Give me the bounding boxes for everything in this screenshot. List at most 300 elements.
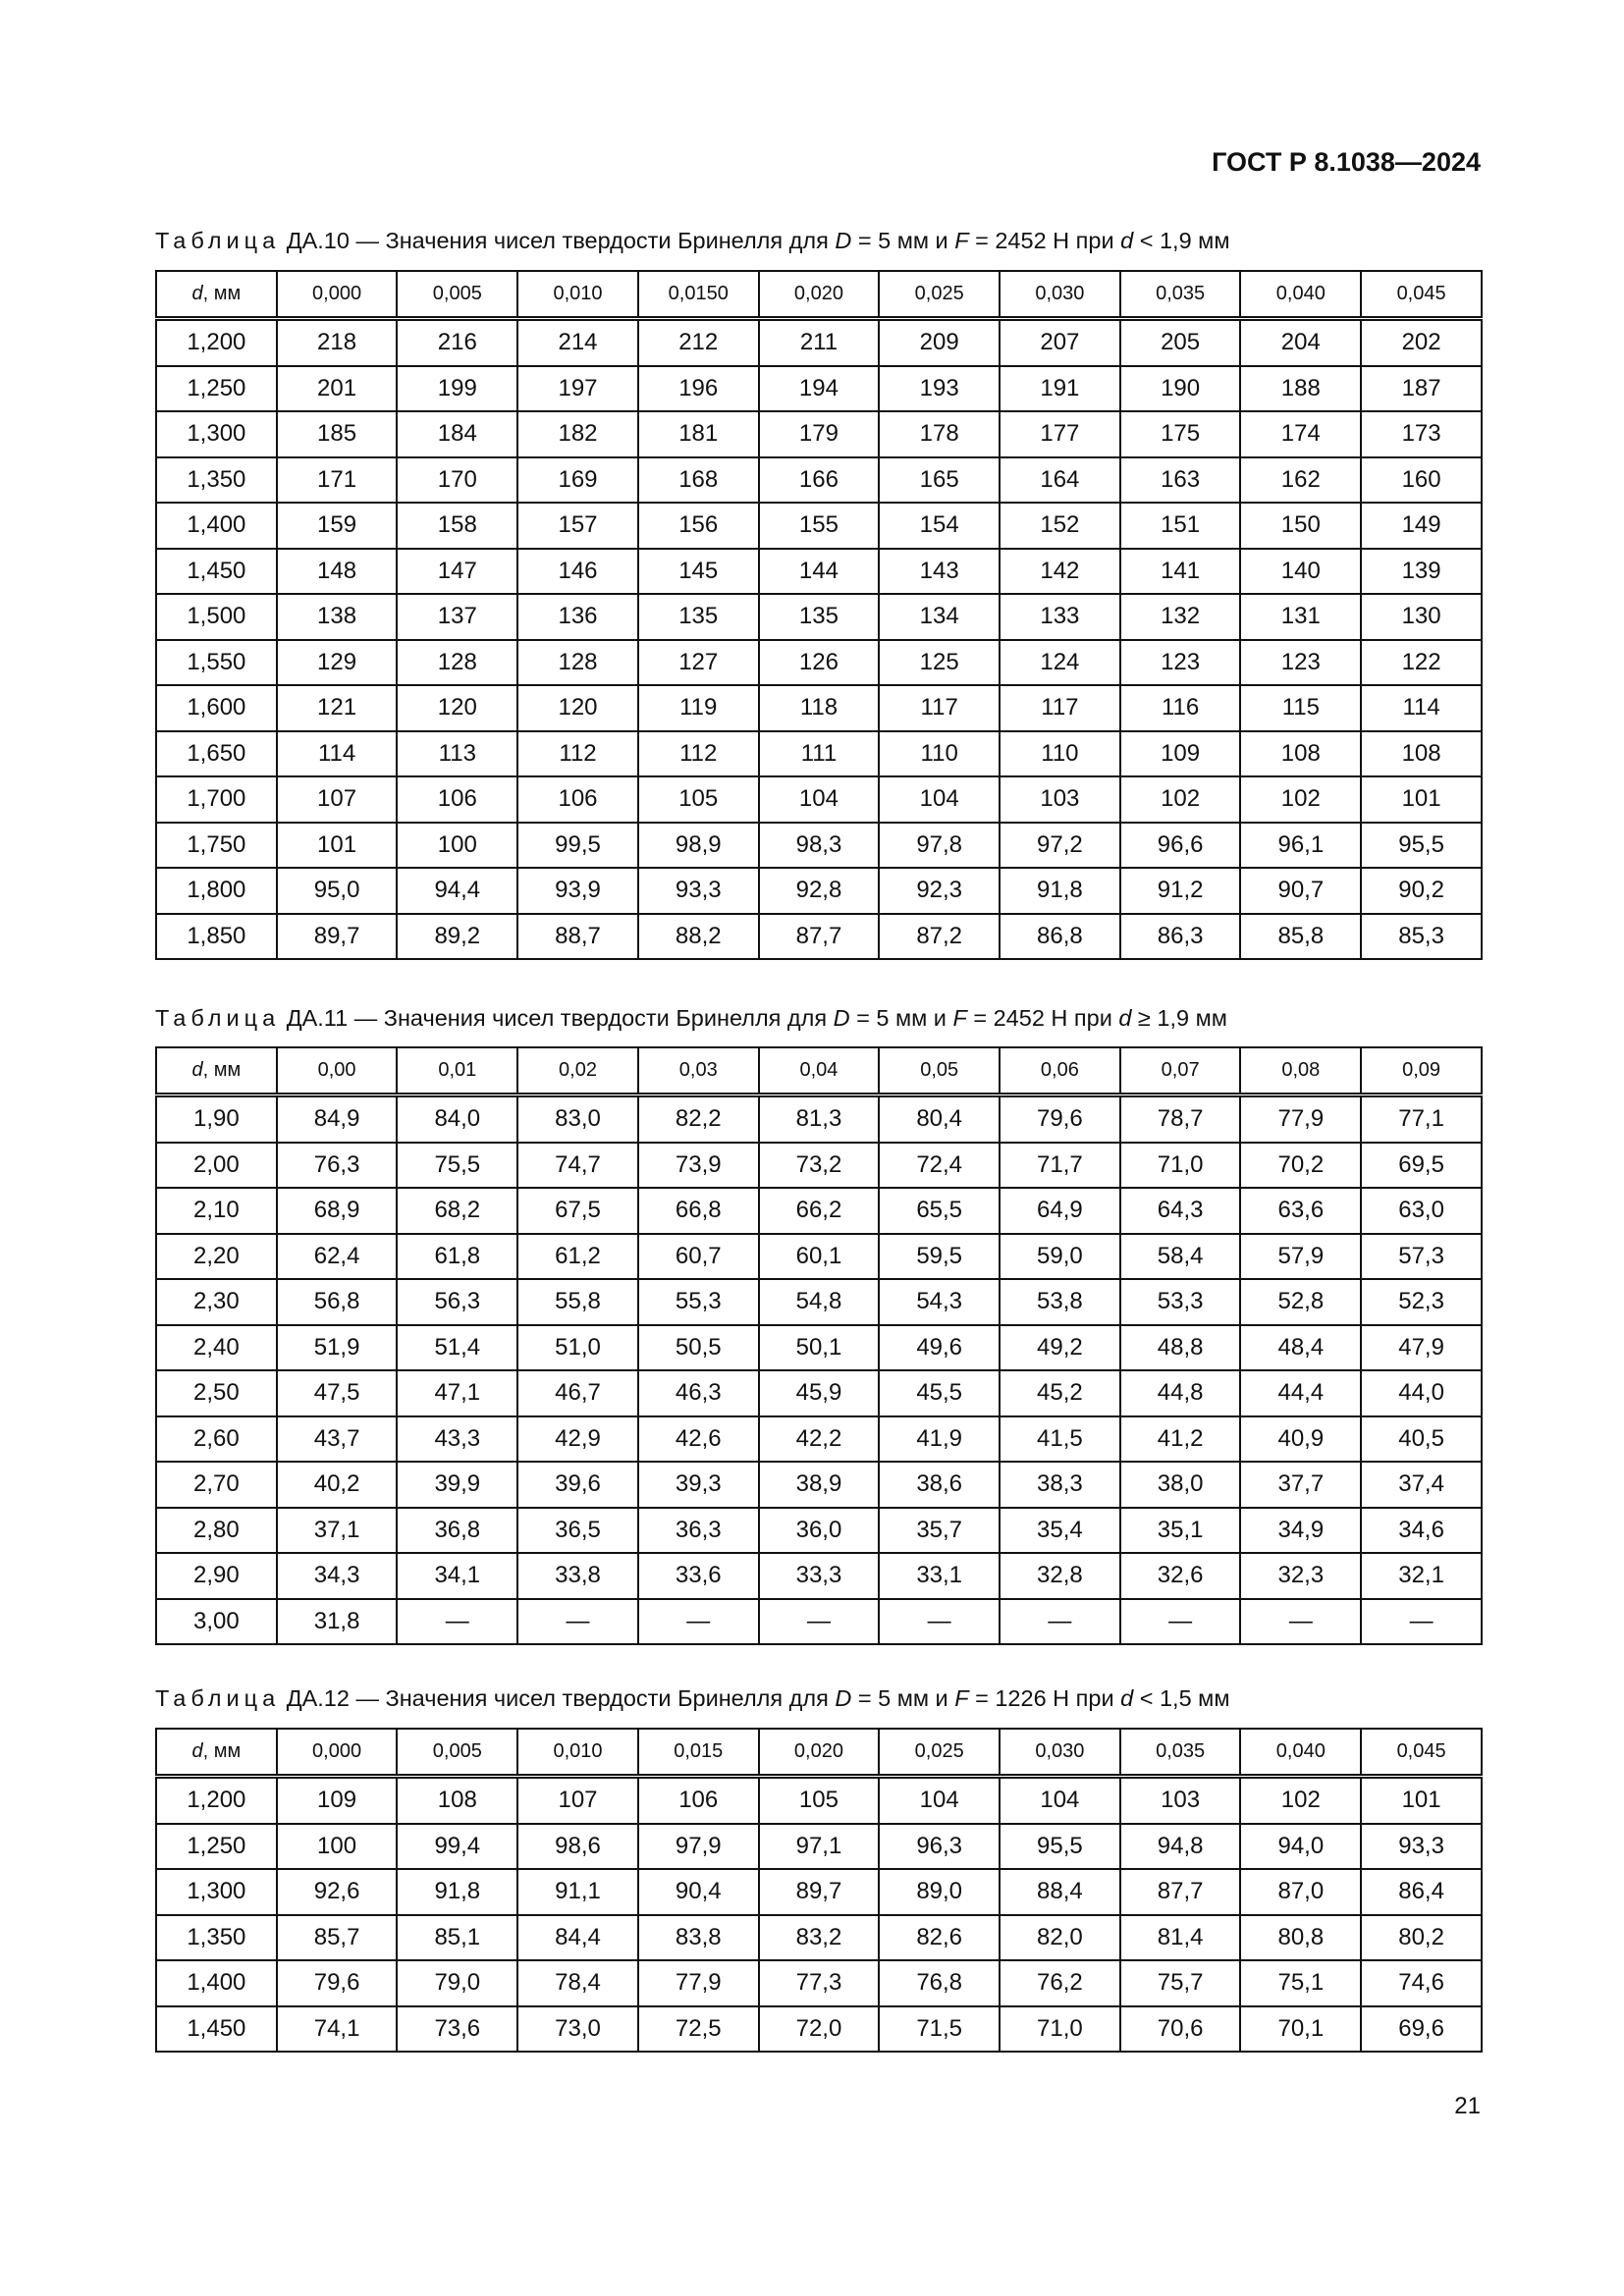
row-label-cell: 1,400 (156, 503, 277, 549)
header-cell: 0,035 (1120, 1729, 1241, 1777)
table-cell: 140 (1240, 549, 1361, 595)
header-cell: 0,015 (638, 1729, 759, 1777)
table-cell: 34,6 (1361, 1508, 1482, 1554)
table-cell: 187 (1361, 366, 1482, 412)
table-cell: 175 (1120, 411, 1241, 457)
table-row (156, 1824, 1482, 1870)
table-cell: 152 (1000, 503, 1120, 549)
table-cell: 73,2 (759, 1143, 880, 1189)
table-row (156, 1777, 1482, 1824)
caption-text: = 5 мм и (849, 1005, 953, 1031)
table-cell: 47,1 (397, 1370, 517, 1416)
header-cell: 0,010 (517, 271, 638, 319)
table-cell: 121 (277, 685, 398, 731)
header-cell: 0,005 (397, 271, 517, 319)
table-cell: 44,0 (1361, 1370, 1482, 1416)
table-row (156, 1370, 1482, 1416)
table-cell: 93,9 (517, 868, 638, 914)
table-cell: 154 (879, 503, 1000, 549)
table-cell: 47,9 (1361, 1325, 1482, 1371)
table-cell: 101 (1361, 776, 1482, 823)
table-cell: 104 (759, 776, 880, 823)
table-cell: 54,3 (879, 1279, 1000, 1325)
table-cell: 33,1 (879, 1553, 1000, 1599)
table-row (156, 1325, 1482, 1371)
row-label-cell: 2,30 (156, 1279, 277, 1325)
table-cell: 85,8 (1240, 914, 1361, 960)
table-cell: — (1361, 1599, 1482, 1645)
header-cell: 0,02 (517, 1047, 638, 1095)
table-cell: 99,5 (517, 823, 638, 869)
row-label-cell: 1,200 (156, 1777, 277, 1824)
brinell-hardness-table (155, 1046, 1483, 1645)
table-cell: 104 (879, 1777, 1000, 1824)
table-cell: 63,6 (1240, 1188, 1361, 1234)
table-cell: 100 (397, 823, 517, 869)
table-cell: 135 (638, 594, 759, 640)
table-cell: 191 (1000, 366, 1120, 412)
table-cell: 81,3 (759, 1095, 880, 1143)
table-row (156, 549, 1482, 595)
table-cell: 113 (397, 731, 517, 777)
table-row (156, 457, 1482, 504)
table-cell: 155 (759, 503, 880, 549)
table-header-row (156, 271, 1482, 319)
table-cell: 89,2 (397, 914, 517, 960)
table-cell: 75,7 (1120, 1960, 1241, 2006)
table-cell: 81,4 (1120, 1915, 1241, 1961)
table-cell: 59,0 (1000, 1234, 1120, 1280)
table-cell: 156 (638, 503, 759, 549)
row-label-cell: 1,250 (156, 1824, 277, 1870)
table-cell: 93,3 (638, 868, 759, 914)
document-id-header: ГОСТ Р 8.1038—2024 (1212, 147, 1481, 177)
table-cell: 73,9 (638, 1143, 759, 1189)
row-label-cell: 1,400 (156, 1960, 277, 2006)
table-cell: 108 (1361, 731, 1482, 777)
table-cell: 77,1 (1361, 1095, 1482, 1143)
header-cell: 0,09 (1361, 1047, 1482, 1095)
table-cell: 85,7 (277, 1915, 398, 1961)
table-cell: 86,8 (1000, 914, 1120, 960)
table-cell: 75,5 (397, 1143, 517, 1189)
caption-title: ДА.12 — Значения чисел твердости Бринелля для (286, 1685, 836, 1711)
table-cell: 129 (277, 640, 398, 686)
table-cell: 50,5 (638, 1325, 759, 1371)
table-cell: 74,7 (517, 1143, 638, 1189)
table-cell: — (1000, 1599, 1120, 1645)
row-label-cell: 2,60 (156, 1416, 277, 1463)
table-cell: 83,8 (638, 1915, 759, 1961)
table-cell: 60,1 (759, 1234, 880, 1280)
header-unit: , мм (202, 1059, 242, 1081)
table-cell: 63,0 (1361, 1188, 1482, 1234)
table-cell: 150 (1240, 503, 1361, 549)
row-label-cell: 2,00 (156, 1143, 277, 1189)
table-cell: 84,9 (277, 1095, 398, 1143)
table-cell: 43,7 (277, 1416, 398, 1463)
row-label-cell: 1,700 (156, 776, 277, 823)
table-cell: 124 (1000, 640, 1120, 686)
table-cell: 91,8 (1000, 868, 1120, 914)
table-cell: 65,5 (879, 1188, 1000, 1234)
table-cell: 77,3 (759, 1960, 880, 2006)
table-cell: 207 (1000, 319, 1120, 366)
table-cell: 80,4 (879, 1095, 1000, 1143)
caption-text: ≥ 1,9 мм (1131, 1005, 1227, 1031)
table-cell: 73,0 (517, 2006, 638, 2053)
caption-var-d: d (1120, 228, 1134, 253)
table-cell: 123 (1120, 640, 1241, 686)
table-cell: 107 (277, 776, 398, 823)
table-cell: 83,2 (759, 1915, 880, 1961)
table-cell: 197 (517, 366, 638, 412)
table-cell: 136 (517, 594, 638, 640)
header-cell: 0,020 (759, 271, 880, 319)
header-cell-d (156, 1047, 277, 1095)
table-cell: 52,8 (1240, 1279, 1361, 1325)
caption-prefix: Таблица (155, 1685, 281, 1711)
table-cell: 142 (1000, 549, 1120, 595)
table-cell: 74,6 (1361, 1960, 1482, 2006)
table-cell: 108 (397, 1777, 517, 1824)
table-cell: 98,9 (638, 823, 759, 869)
row-label-cell: 1,350 (156, 457, 277, 504)
row-label-cell: 1,600 (156, 685, 277, 731)
table-cell: 34,9 (1240, 1508, 1361, 1554)
table-cell: 57,9 (1240, 1234, 1361, 1280)
table-cell: 53,8 (1000, 1279, 1120, 1325)
header-cell: 0,000 (277, 271, 398, 319)
table-row (156, 1279, 1482, 1325)
table-cell: 102 (1240, 1777, 1361, 1824)
table-cell: 32,6 (1120, 1553, 1241, 1599)
table-cell: 32,3 (1240, 1553, 1361, 1599)
table-header-row (156, 1047, 1482, 1095)
table-cell: 86,4 (1361, 1869, 1482, 1915)
table-cell: 163 (1120, 457, 1241, 504)
table-cell: 89,7 (759, 1869, 880, 1915)
table-cell: 102 (1240, 776, 1361, 823)
table-cell: 120 (397, 685, 517, 731)
table-cell: — (517, 1599, 638, 1645)
table-cell: 42,9 (517, 1416, 638, 1463)
caption-text: = 2452 Н при (966, 1005, 1119, 1031)
header-var: d (191, 1059, 203, 1081)
row-label-cell: 1,300 (156, 1869, 277, 1915)
table-cell: 185 (277, 411, 398, 457)
table-cell: 157 (517, 503, 638, 549)
header-cell: 0,00 (277, 1047, 398, 1095)
table-row (156, 366, 1482, 412)
table-cell: 51,0 (517, 1325, 638, 1371)
table-cell: 58,4 (1120, 1234, 1241, 1280)
table-cell: 56,8 (277, 1279, 398, 1325)
table-cell: 37,4 (1361, 1462, 1482, 1508)
row-label-cell: 2,40 (156, 1325, 277, 1371)
table-cell: 127 (638, 640, 759, 686)
row-label-cell: 2,50 (156, 1370, 277, 1416)
table-cell: 92,3 (879, 868, 1000, 914)
table-cell: 99,4 (397, 1824, 517, 1870)
table-cell: 45,5 (879, 1370, 1000, 1416)
table-cell: 104 (879, 776, 1000, 823)
table-cell: 89,7 (277, 914, 398, 960)
table-row (156, 1508, 1482, 1554)
table-cell: 88,7 (517, 914, 638, 960)
row-label-cell: 1,450 (156, 2006, 277, 2053)
table-cell: 49,2 (1000, 1325, 1120, 1371)
table-cell: 98,3 (759, 823, 880, 869)
table-cell: 204 (1240, 319, 1361, 366)
header-cell: 0,030 (1000, 271, 1120, 319)
table-cell: — (1240, 1599, 1361, 1645)
table-cell: 85,1 (397, 1915, 517, 1961)
table-cell: 84,4 (517, 1915, 638, 1961)
table-cell: 49,6 (879, 1325, 1000, 1371)
table-cell: 205 (1120, 319, 1241, 366)
table-cell: 51,9 (277, 1325, 398, 1371)
table-row (156, 731, 1482, 777)
table-row (156, 411, 1482, 457)
table-cell: 83,0 (517, 1095, 638, 1143)
table-cell: 117 (1000, 685, 1120, 731)
table-cell: 74,1 (277, 2006, 398, 2053)
table-cell: 41,2 (1120, 1416, 1241, 1463)
table-cell: 70,1 (1240, 2006, 1361, 2053)
table-cell: 179 (759, 411, 880, 457)
table-cell: 72,5 (638, 2006, 759, 2053)
table-cell: 120 (517, 685, 638, 731)
table-cell: 119 (638, 685, 759, 731)
row-label-cell: 1,250 (156, 366, 277, 412)
table-cell: 122 (1361, 640, 1482, 686)
header-cell: 0,035 (1120, 271, 1241, 319)
table-cell: — (1120, 1599, 1241, 1645)
row-label-cell: 1,850 (156, 914, 277, 960)
brinell-hardness-table (155, 1728, 1483, 2053)
row-label-cell: 1,90 (156, 1095, 277, 1143)
table-cell: 92,6 (277, 1869, 398, 1915)
table-cell: 61,8 (397, 1234, 517, 1280)
table-cell: 159 (277, 503, 398, 549)
table-cell: 97,1 (759, 1824, 880, 1870)
table-cell: 66,2 (759, 1188, 880, 1234)
caption-var-d: d (1118, 1005, 1132, 1031)
table-cell: 86,3 (1120, 914, 1241, 960)
table-cell: 36,8 (397, 1508, 517, 1554)
table-cell: 177 (1000, 411, 1120, 457)
table-cell: 87,2 (879, 914, 1000, 960)
table-cell: 171 (277, 457, 398, 504)
table-cell: 79,0 (397, 1960, 517, 2006)
table-cell: 57,3 (1361, 1234, 1482, 1280)
table-cell: 147 (397, 549, 517, 595)
header-cell: 0,05 (879, 1047, 1000, 1095)
table-row (156, 914, 1482, 960)
table-cell: 141 (1120, 549, 1241, 595)
table-cell: 50,1 (759, 1325, 880, 1371)
caption-var-F: F (952, 1005, 967, 1031)
table-cell: 91,8 (397, 1869, 517, 1915)
table-cell: 101 (1361, 1777, 1482, 1824)
table-cell: 96,3 (879, 1824, 1000, 1870)
table-cell: 66,8 (638, 1188, 759, 1234)
row-label-cell: 3,00 (156, 1599, 277, 1645)
table-cell: 95,5 (1000, 1824, 1120, 1870)
table-cell: 79,6 (1000, 1095, 1120, 1143)
table-cell: 33,6 (638, 1553, 759, 1599)
table-cell: 48,4 (1240, 1325, 1361, 1371)
table-cell: 106 (397, 776, 517, 823)
table-cell: 36,5 (517, 1508, 638, 1554)
table-cell: 104 (1000, 1777, 1120, 1824)
header-cell: 0,01 (397, 1047, 517, 1095)
table-cell: 35,7 (879, 1508, 1000, 1554)
table-cell: 41,5 (1000, 1416, 1120, 1463)
table-cell: 108 (1240, 731, 1361, 777)
caption-var-d: d (1120, 1685, 1134, 1711)
table-cell: 89,0 (879, 1869, 1000, 1915)
table-cell: 37,7 (1240, 1462, 1361, 1508)
brinell-hardness-table (155, 270, 1483, 960)
table-cell: 218 (277, 319, 398, 366)
table-cell: 69,6 (1361, 2006, 1482, 2053)
table-cell: 202 (1361, 319, 1482, 366)
table-cell: 44,4 (1240, 1370, 1361, 1416)
table-cell: 52,3 (1361, 1279, 1482, 1325)
table-cell: 181 (638, 411, 759, 457)
row-label-cell: 1,550 (156, 640, 277, 686)
table-cell: 144 (759, 549, 880, 595)
table-cell: 123 (1240, 640, 1361, 686)
table-cell: 64,3 (1120, 1188, 1241, 1234)
table-cell: 128 (517, 640, 638, 686)
table-cell: 95,5 (1361, 823, 1482, 869)
table-row (156, 319, 1482, 366)
caption-prefix: Таблица (155, 1005, 281, 1031)
table-cell: 114 (1361, 685, 1482, 731)
table-cell: 48,8 (1120, 1325, 1241, 1371)
table-cell: 62,4 (277, 1234, 398, 1280)
table-cell: 110 (1000, 731, 1120, 777)
table-cell: 96,1 (1240, 823, 1361, 869)
table-cell: 139 (1361, 549, 1482, 595)
table-cell: 32,1 (1361, 1553, 1482, 1599)
table-cell: 46,7 (517, 1370, 638, 1416)
header-cell: 0,025 (879, 1729, 1000, 1777)
table-cell: 190 (1120, 366, 1241, 412)
table-cell: 91,2 (1120, 868, 1241, 914)
table-cell: 82,6 (879, 1915, 1000, 1961)
row-label-cell: 2,10 (156, 1188, 277, 1234)
table-cell: 70,2 (1240, 1143, 1361, 1189)
table-cell: 106 (517, 776, 638, 823)
table-cell: — (397, 1599, 517, 1645)
table-row (156, 1553, 1482, 1599)
caption-text: = 1226 Н при (968, 1685, 1121, 1711)
table-cell: 173 (1361, 411, 1482, 457)
table-cell: 77,9 (638, 1960, 759, 2006)
table-row (156, 1915, 1482, 1961)
table-cell: 76,8 (879, 1960, 1000, 2006)
table-cell: 107 (517, 1777, 638, 1824)
table-cell: 90,2 (1361, 868, 1482, 914)
table-cell: 60,7 (638, 1234, 759, 1280)
table-cell: 158 (397, 503, 517, 549)
table-cell: 36,0 (759, 1508, 880, 1554)
table-cell: 41,9 (879, 1416, 1000, 1463)
header-cell: 0,03 (638, 1047, 759, 1095)
table-cell: 56,3 (397, 1279, 517, 1325)
row-label-cell: 1,200 (156, 319, 277, 366)
header-cell: 0,000 (277, 1729, 398, 1777)
table-cell: 135 (759, 594, 880, 640)
table-cell: 33,3 (759, 1553, 880, 1599)
table-cell: 131 (1240, 594, 1361, 640)
table-cell: 87,7 (759, 914, 880, 960)
table-cell: 145 (638, 549, 759, 595)
row-label-cell: 1,300 (156, 411, 277, 457)
table-cell: 47,5 (277, 1370, 398, 1416)
table-cell: 53,3 (1120, 1279, 1241, 1325)
table-cell: 88,2 (638, 914, 759, 960)
table-cell: 216 (397, 319, 517, 366)
table-cell: 196 (638, 366, 759, 412)
table-cell: 94,0 (1240, 1824, 1361, 1870)
table-cell: 137 (397, 594, 517, 640)
table-cell: 94,8 (1120, 1824, 1241, 1870)
table-cell: 71,0 (1120, 1143, 1241, 1189)
row-label-cell: 1,800 (156, 868, 277, 914)
table-cell: 71,7 (1000, 1143, 1120, 1189)
table-cell: 85,3 (1361, 914, 1482, 960)
table-cell: 67,5 (517, 1188, 638, 1234)
table-row (156, 1462, 1482, 1508)
table-cell: 199 (397, 366, 517, 412)
header-cell: 0,005 (397, 1729, 517, 1777)
header-unit: , мм (202, 283, 242, 304)
table-cell: 97,8 (879, 823, 1000, 869)
header-cell: 0,045 (1361, 1729, 1482, 1777)
table-cell: 211 (759, 319, 880, 366)
table-cell: 162 (1240, 457, 1361, 504)
table-cell: 43,3 (397, 1416, 517, 1463)
header-var: d (191, 1740, 203, 1762)
table-cell: 174 (1240, 411, 1361, 457)
table-cell: 71,0 (1000, 2006, 1120, 2053)
table-cell: 84,0 (397, 1095, 517, 1143)
table-row (156, 594, 1482, 640)
header-cell-d (156, 1729, 277, 1777)
table-cell: 40,5 (1361, 1416, 1482, 1463)
table-cell: 105 (759, 1777, 880, 1824)
header-cell: 0,040 (1240, 1729, 1361, 1777)
table-cell: 80,2 (1361, 1915, 1482, 1961)
table-cell: 106 (638, 1777, 759, 1824)
row-label-cell: 1,350 (156, 1915, 277, 1961)
table-row (156, 640, 1482, 686)
table-cell: 78,4 (517, 1960, 638, 2006)
table-cell: 132 (1120, 594, 1241, 640)
table-cell: 112 (517, 731, 638, 777)
table-cell: 109 (1120, 731, 1241, 777)
caption-title: ДА.11 — Значения чисел твердости Бринелля для (286, 1005, 834, 1031)
caption-text: < 1,5 мм (1133, 1685, 1230, 1711)
table-cell: 110 (879, 731, 1000, 777)
table-cell: 97,2 (1000, 823, 1120, 869)
table-cell: 116 (1120, 685, 1241, 731)
